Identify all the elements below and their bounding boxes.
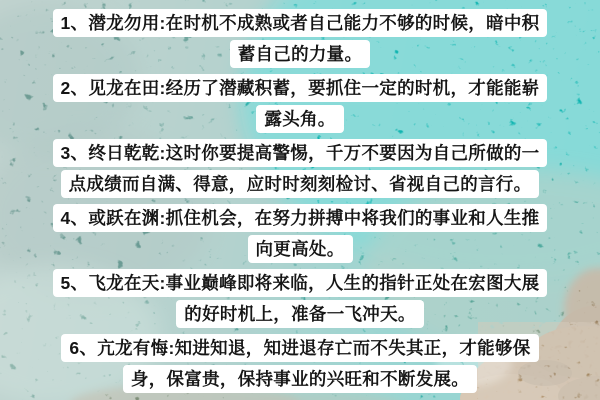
caption-line: 的好时机上，准备一飞冲天。 <box>176 300 423 328</box>
caption-line: 露头角。 <box>256 105 343 133</box>
caption-line: 蓄自己的力量。 <box>230 40 371 68</box>
caption-line: 1、潜龙勿用:在时机不成熟或者自己能力不够的时候，暗中积 <box>53 9 548 37</box>
caption-item-2 <box>53 74 548 133</box>
caption-line: 4、或跃在渊:抓住机会，在努力拼搏中将我们的事业和人生推 <box>53 204 548 232</box>
caption-line: 6、亢龙有悔:知进知退，知进退存亡而不失其正，才能够保 <box>61 334 538 362</box>
caption-line: 向更高处。 <box>248 235 353 263</box>
caption-line: 点成绩而自满、得意，应时时刻刻检讨、省视自己的言行。 <box>61 170 540 198</box>
caption-line: 5、飞龙在天:事业巅峰即将来临，人生的指针正处在宏图大展 <box>53 269 548 297</box>
caption-item-4 <box>53 204 548 263</box>
caption-line: 2、见龙在田:经历了潜藏积蓄，要抓住一定的时机，才能能崭 <box>53 74 548 102</box>
caption-item-3 <box>53 139 548 198</box>
caption-line: 3、终日乾乾:这时你要提高警惕，千万不要因为自己所做的一 <box>53 139 548 167</box>
caption-line: 身，保富贵，保持事业的兴旺和不断发展。 <box>123 365 477 393</box>
caption-item-1 <box>53 9 548 68</box>
caption-item-6 <box>61 334 538 393</box>
caption-item-5 <box>53 269 548 328</box>
